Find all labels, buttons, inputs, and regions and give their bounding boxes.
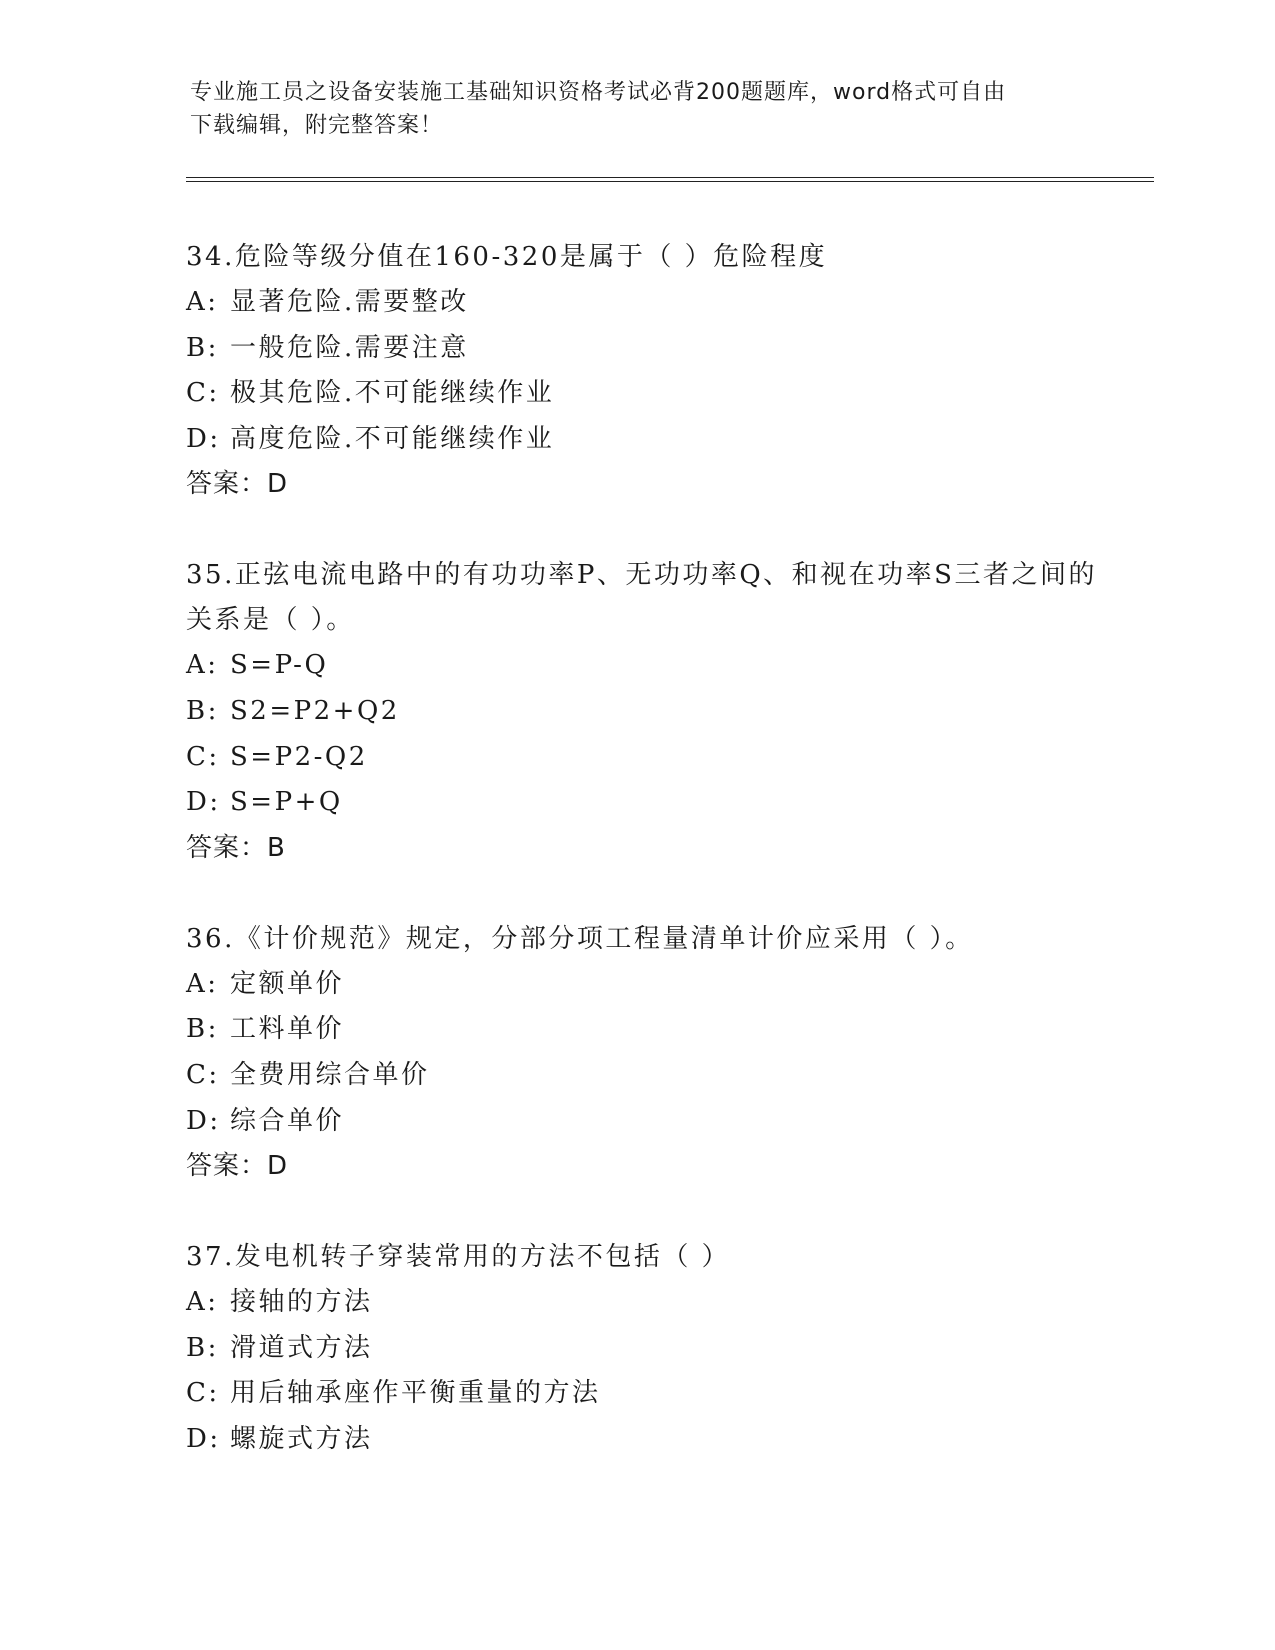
option-key: D: xyxy=(186,423,221,454)
option-a xyxy=(186,280,1106,326)
option-d xyxy=(186,417,1106,463)
option-key: B: xyxy=(186,1014,219,1045)
option-key: A: xyxy=(186,968,219,999)
option-text: S=P-Q xyxy=(230,650,329,681)
option-text: 工料单价 xyxy=(230,1014,345,1045)
option-key: A: xyxy=(186,287,219,317)
question-35 xyxy=(186,553,1106,870)
option-c xyxy=(186,735,1106,781)
option-key: C: xyxy=(186,1059,220,1090)
option-b xyxy=(186,689,1106,735)
option-key: C: xyxy=(186,741,220,772)
answer-line: 答案：D xyxy=(186,469,289,500)
option-d xyxy=(186,1099,1106,1145)
option-text: 滑道式方法 xyxy=(230,1332,373,1363)
option-text: 极其危险.不可能继续作业 xyxy=(230,378,555,409)
option-text: 螺旋式方法 xyxy=(230,1423,373,1454)
question-stem: 36.《计价规范》规定，分部分项工程量清单计价应采用（ ）。 xyxy=(186,923,974,954)
option-text: 定额单价 xyxy=(230,968,345,999)
option-d xyxy=(186,780,1106,826)
option-d xyxy=(186,1417,1106,1463)
option-c xyxy=(186,371,1106,417)
option-b xyxy=(186,1007,1106,1053)
option-text: 接轴的方法 xyxy=(230,1287,373,1318)
option-text: 一般危险.需要注意 xyxy=(230,332,469,363)
question-stem: 35.正弦电流电路中的有功功率P、无功功率Q、和视在功率S三者之间的关系是（ ）。 xyxy=(186,560,1097,636)
option-key: D: xyxy=(186,787,221,818)
option-key: C: xyxy=(186,1378,220,1409)
header-divider-bottom xyxy=(186,181,1154,182)
option-text: 高度危险.不可能继续作业 xyxy=(230,423,555,454)
option-text: 全费用综合单价 xyxy=(230,1059,430,1090)
document-header xyxy=(190,76,1090,142)
option-a xyxy=(186,1280,1106,1326)
option-text: S2=P2+Q2 xyxy=(230,695,400,726)
question-list xyxy=(186,235,1106,1509)
header-line-1: 专业施工员之设备安装施工基础知识资格考试必背200题题库，word格式可自由 xyxy=(190,80,1007,105)
option-text: 用后轴承座作平衡重量的方法 xyxy=(230,1378,601,1409)
answer-line: 答案：B xyxy=(186,832,286,863)
header-divider-top xyxy=(186,177,1154,178)
option-text: S=P2-Q2 xyxy=(230,741,368,772)
option-key: D: xyxy=(186,1423,221,1454)
option-a xyxy=(186,643,1106,689)
option-c xyxy=(186,1371,1106,1417)
option-key: A: xyxy=(186,1287,219,1318)
option-key: B: xyxy=(186,695,219,726)
option-key: B: xyxy=(186,332,219,363)
question-37 xyxy=(186,1235,1106,1462)
option-b xyxy=(186,326,1106,372)
option-text: 综合单价 xyxy=(230,1105,345,1136)
question-36 xyxy=(186,917,1106,1189)
option-a xyxy=(186,962,1106,1008)
answer-line: 答案：D xyxy=(186,1151,289,1182)
option-key: C: xyxy=(186,378,220,409)
option-key: B: xyxy=(186,1332,219,1363)
option-key: A: xyxy=(186,650,219,681)
option-text: 显著危险.需要整改 xyxy=(230,287,469,317)
option-c xyxy=(186,1053,1106,1099)
question-stem: 37.发电机转子穿装常用的方法不包括（ ） xyxy=(186,1242,731,1273)
header-line-2: 下载编辑，附完整答案！ xyxy=(190,113,444,138)
option-b xyxy=(186,1326,1106,1372)
option-text: S=P+Q xyxy=(230,787,343,818)
option-key: D: xyxy=(186,1105,221,1136)
question-stem: 34.危险等级分值在160-320是属于（ ）危险程度 xyxy=(186,242,828,272)
question-34 xyxy=(186,235,1106,507)
